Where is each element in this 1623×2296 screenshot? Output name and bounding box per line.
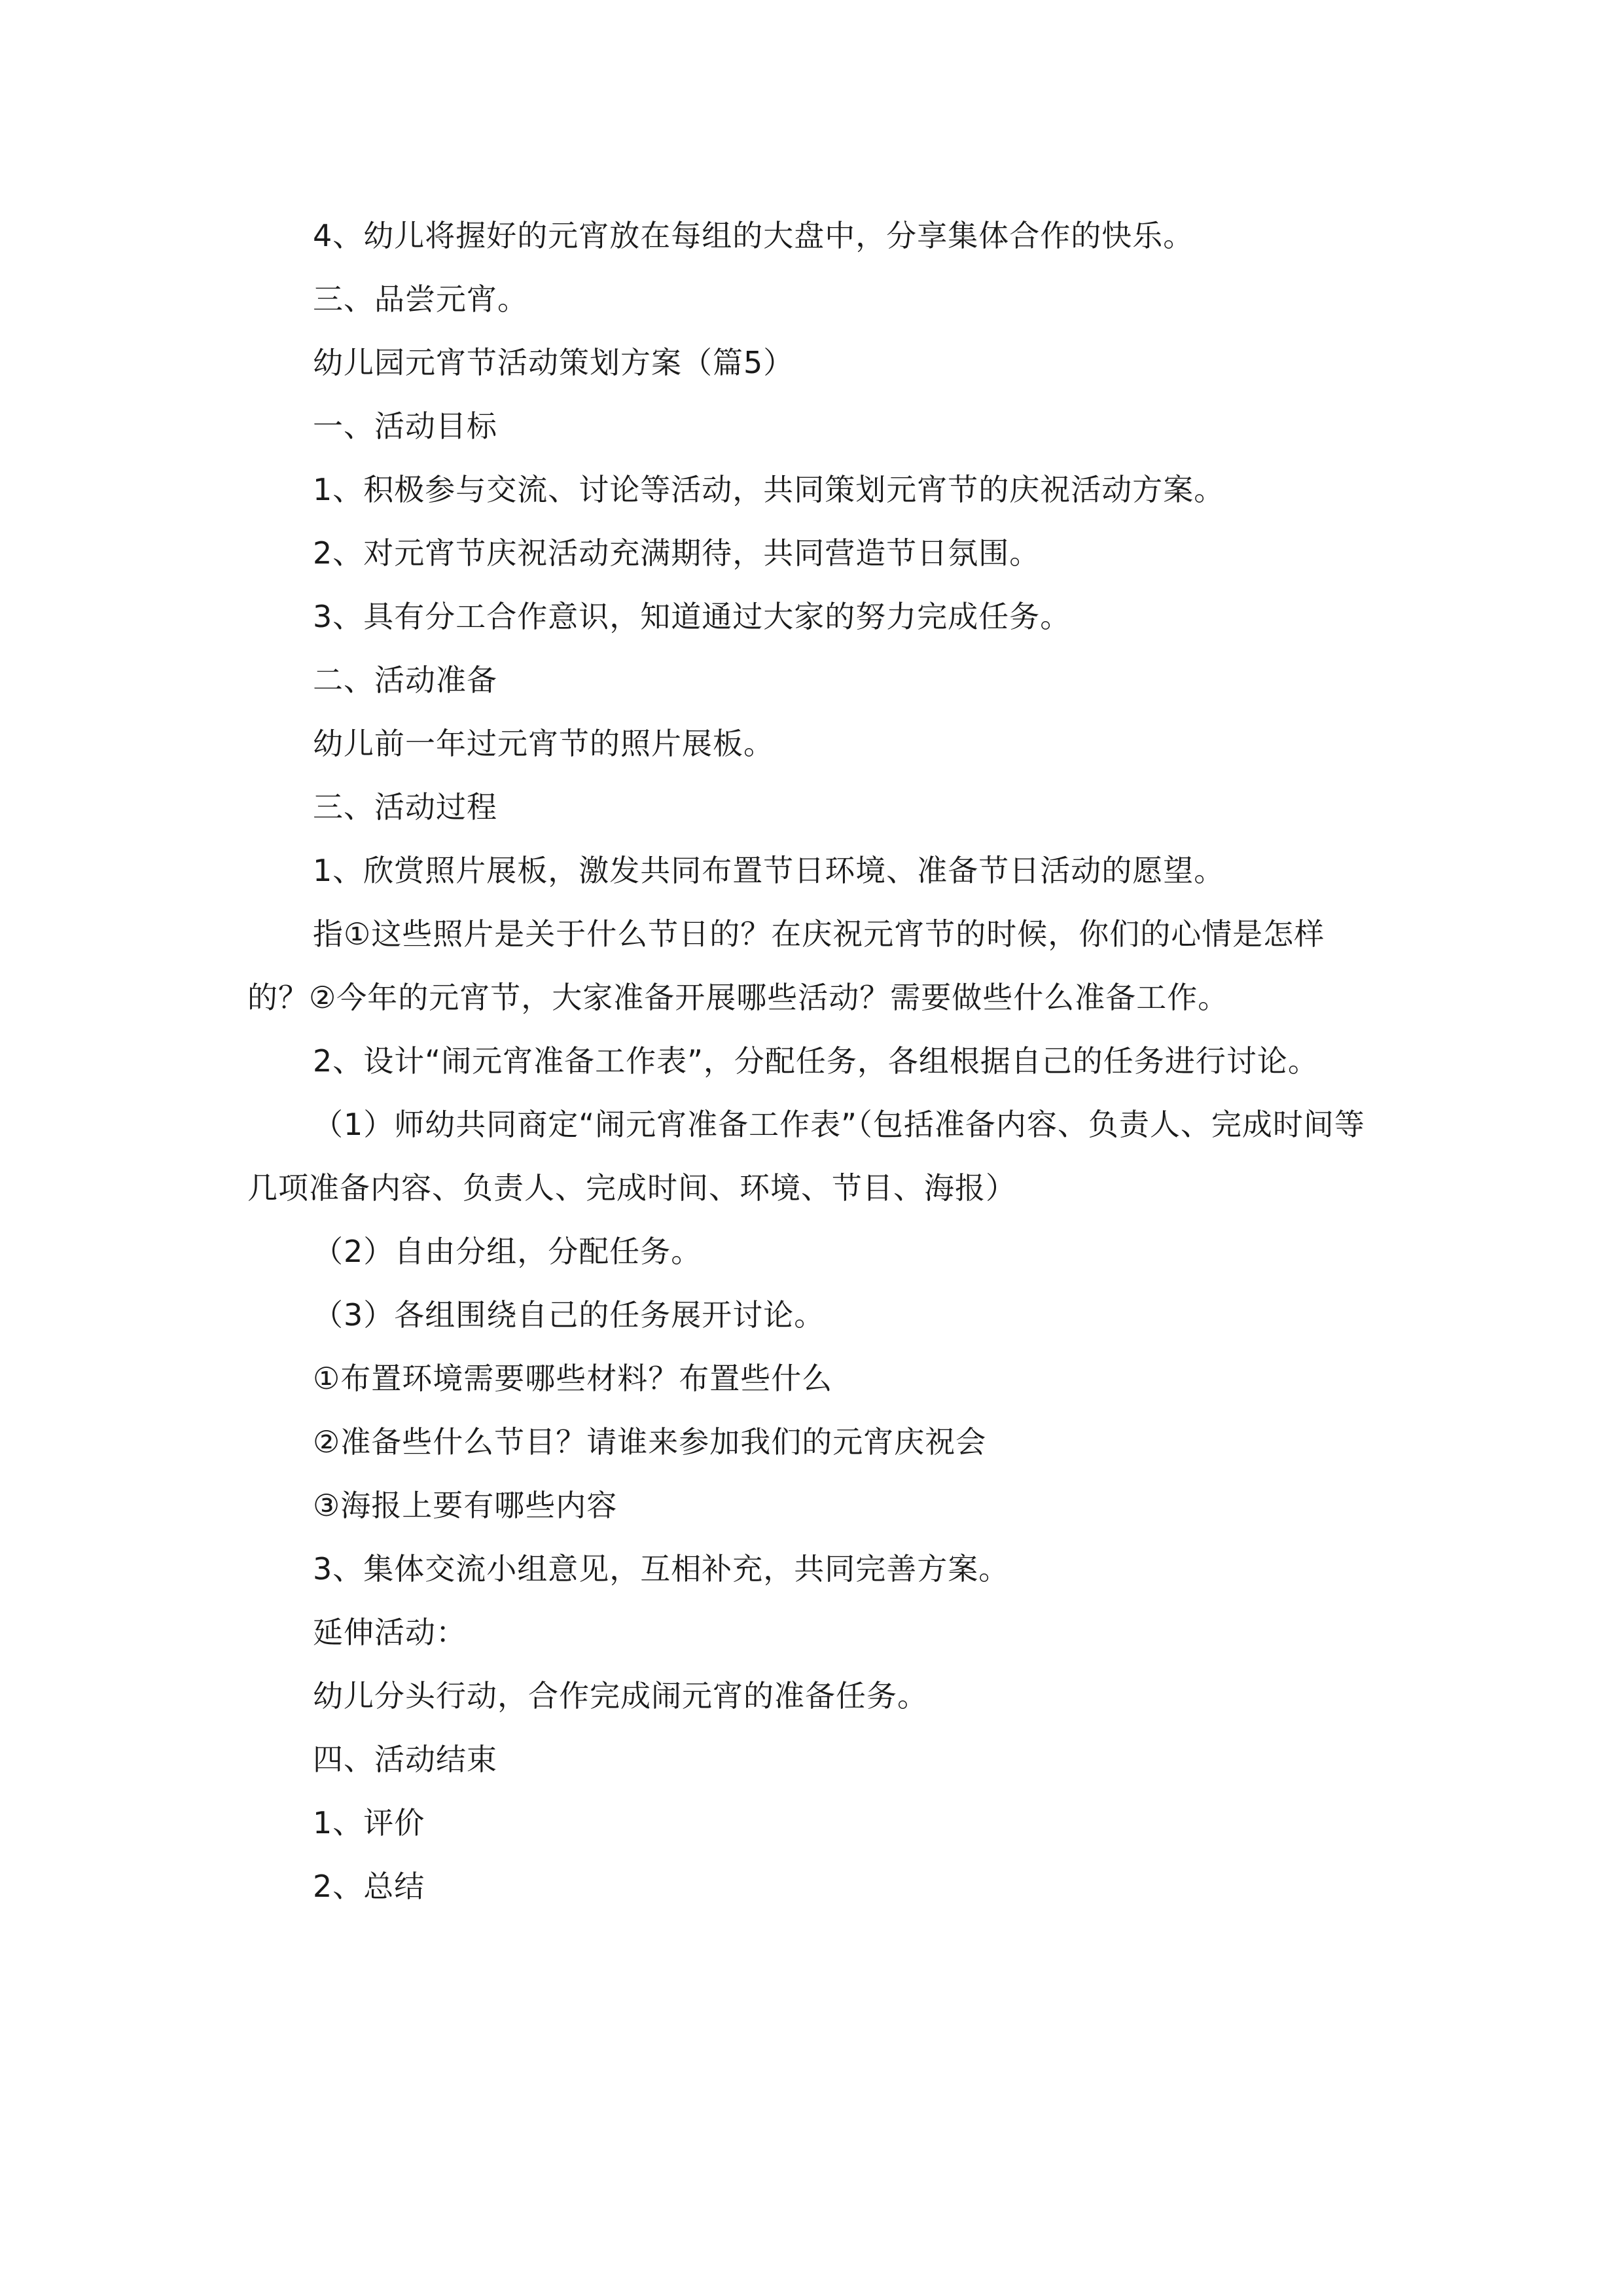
- paragraph: （1）师幼共同商定“闹元宵准备工作表”（包括准备内容、负责人、完成时间等几项准备内容、负责人、完成时间、环境、节目、海报）: [247, 1107, 1365, 1206]
- text-line: 幼儿分头行动，合作完成闹元宵的准备任务。: [313, 1678, 928, 1713]
- section-heading: 四、活动结束: [313, 1742, 497, 1777]
- text-line: 2、设计“闹元宵准备工作表”，分配任务，各组根据自己的任务进行讨论。: [313, 1043, 1319, 1079]
- text-line: ③海报上要有哪些内容: [313, 1488, 618, 1523]
- text-line: （2）自由分组，分配任务。: [313, 1234, 702, 1269]
- paragraph: 指①这些照片是关于什么节日的？在庆祝元宵节的时候，你们的心情是怎样的？②今年的元宵节，大家准备开展哪些活动？需要做些什么准备工作。: [247, 916, 1325, 1015]
- text-line: 1、欣赏照片展板，激发共同布置节日环境、准备节日活动的愿望。: [313, 853, 1225, 888]
- section-heading: 二、活动准备: [313, 662, 497, 698]
- document-body: [247, 204, 1386, 1918]
- text-line: ①布置环境需要哪些材料？布置些什么: [313, 1361, 833, 1396]
- text-line: 4、幼儿将握好的元宵放在每组的大盘中，分享集体合作的快乐。: [313, 218, 1194, 253]
- text-line: 1、积极参与交流、讨论等活动，共同策划元宵节的庆祝活动方案。: [313, 472, 1225, 507]
- section-heading: 三、品尝元宵。: [313, 281, 528, 317]
- text-line: 2、对元宵节庆祝活动充满期待，共同营造节日氛围。: [313, 535, 1041, 571]
- text-line: （3）各组围绕自己的任务展开讨论。: [313, 1297, 825, 1333]
- text-line: 3、具有分工合作意识，知道通过大家的努力完成任务。: [313, 599, 1071, 634]
- text-line: 幼儿前一年过元宵节的照片展板。: [313, 726, 774, 761]
- section-heading: 延伸活动：: [313, 1615, 467, 1650]
- section-heading: 三、活动过程: [313, 789, 497, 825]
- document-title: 幼儿园元宵节活动策划方案（篇5）: [313, 345, 794, 380]
- text-line: 1、评价: [313, 1805, 425, 1840]
- text-line: 2、总结: [313, 1869, 425, 1904]
- section-heading: 一、活动目标: [313, 408, 497, 444]
- text-line: 3、集体交流小组意见，互相补充，共同完善方案。: [313, 1551, 1010, 1587]
- text-line: ②准备些什么节目？请谁来参加我们的元宵庆祝会: [313, 1424, 987, 1460]
